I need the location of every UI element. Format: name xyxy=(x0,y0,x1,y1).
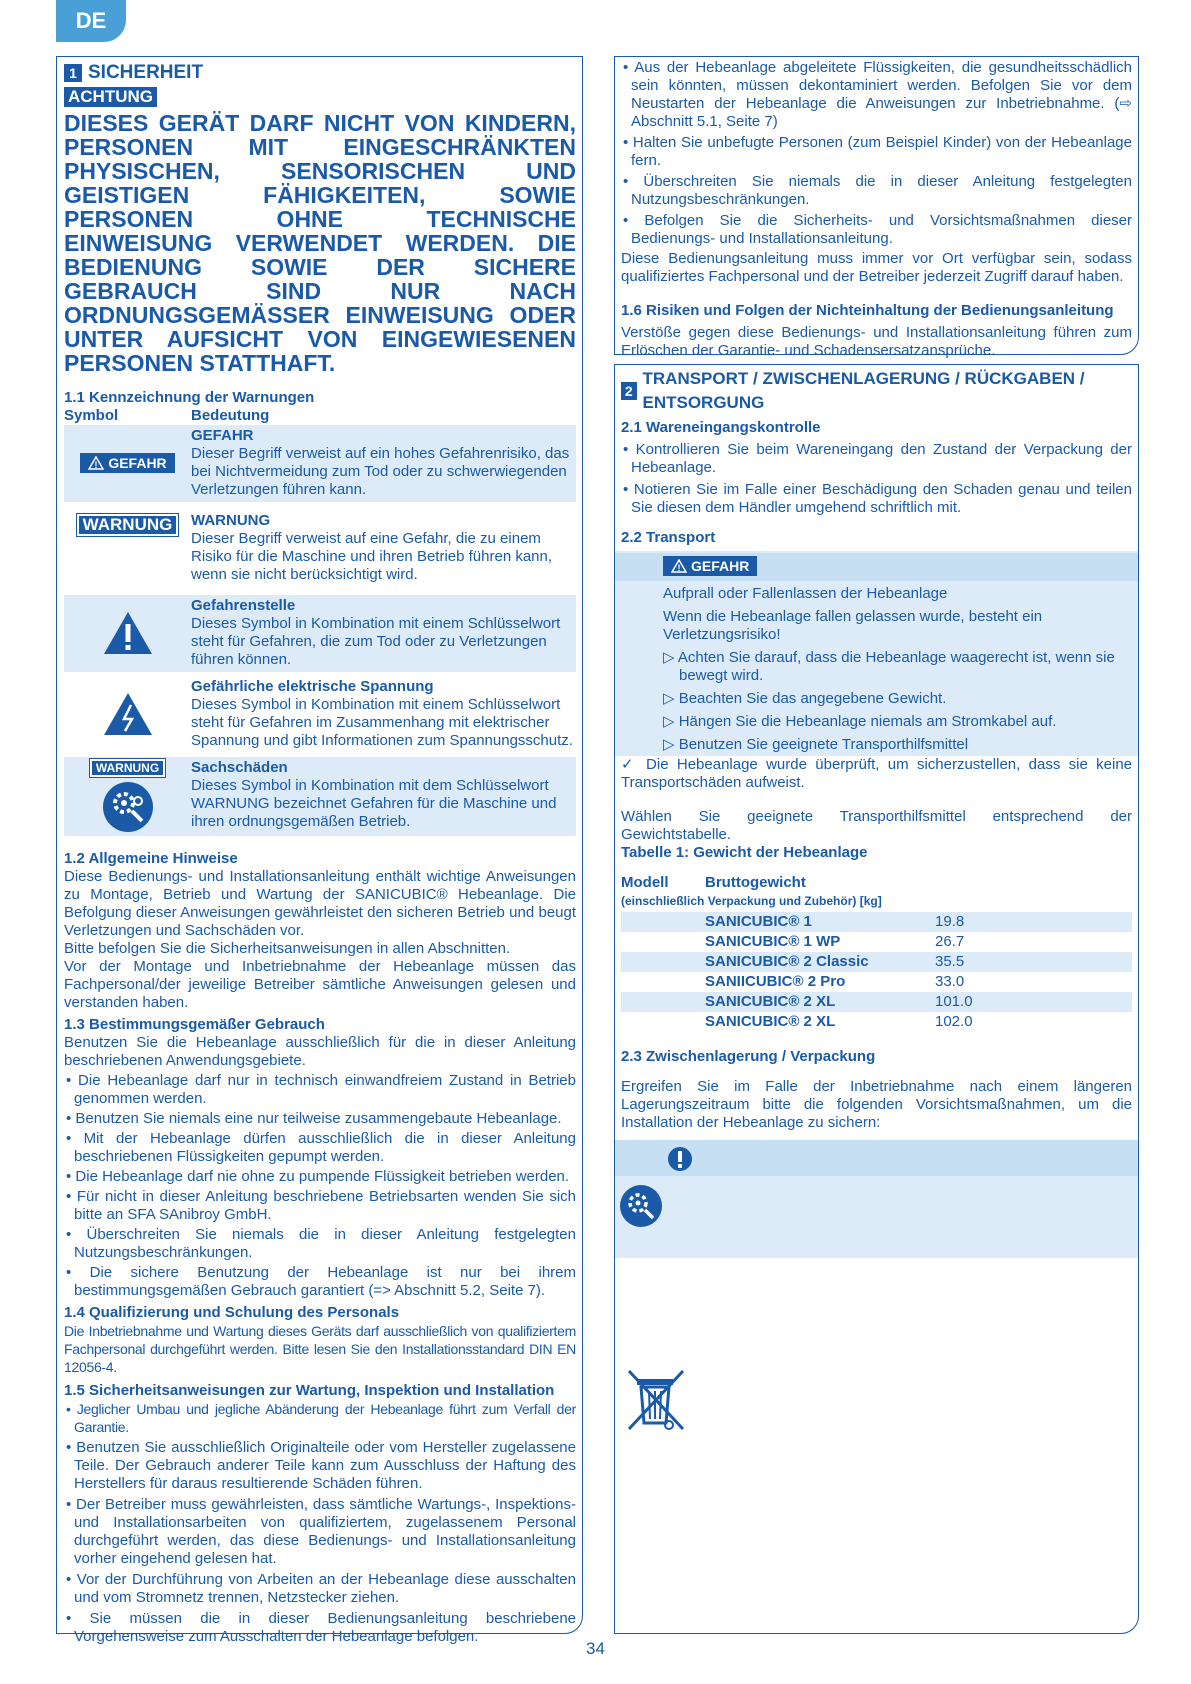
warning-triangle-icon xyxy=(88,456,104,470)
paragraph: Diese Bedienungsanleitung muss immer vor Ort verfügbar sein, sodass qualifiziertes Fachpersonal und der Betreiber jederzeit Zugriff darauf haben. xyxy=(621,250,1132,285)
symbol-row-gefahr: ! GEFAHR GEFAHR Dieser Begriff verweist auf ein hohes Gefahrenrisiko, das bei Nichtvermeidung zum Tod oder zu schwerwiegenden Verletzungen führen kann. xyxy=(64,425,576,502)
left-column xyxy=(56,56,583,1645)
s16-title: 1.6 Risiken und Folgen der Nichteinhaltung der Bedienungsanleitung xyxy=(621,302,1114,319)
symbol-table-header: Symbol Bedeutung xyxy=(64,407,270,424)
table-row xyxy=(621,972,1132,992)
s13-title: 1.3 Bestimmungsgemäßer Gebrauch xyxy=(64,1016,325,1033)
gefahr-badge: ! GEFAHR xyxy=(663,556,757,576)
svg-text:!: ! xyxy=(94,460,98,470)
warnung-small-badge: WARNUNG xyxy=(90,759,165,777)
info-exclamation-icon xyxy=(667,1146,693,1172)
model-cell: SANICUBIC® 1 xyxy=(705,912,935,932)
s22-title: 2.2 Transport xyxy=(621,529,716,546)
symbol-row-warnung: WARNUNG WARNUNG Dieser Begriff verweist auf eine Gefahr, die zu einem Risiko für die Maschine und ihren Betrieb führen kann, wenn sie nicht berücksichtigt wird. xyxy=(64,510,576,587)
s16-paragraph: Verstöße gegen diese Bedienungs- und Installationsanleitung führen zum Erlöschen der Garantie- und Schadensersatzansprüche. xyxy=(621,324,1132,359)
list-item: • Für nicht in dieser Anleitung beschriebene Betriebsarten wenden Sie sich bitte an SFA SAnibroy GmbH. xyxy=(66,1188,576,1223)
s14-paragraph: Die Inbetriebnahme und Wartung dieses Geräts darf ausschließlich von qualifiziertem Fachpersonal durchgeführt werden. Bitte lesen Sie den Installationsstandard DIN EN 12056-4. xyxy=(64,1323,576,1375)
danger-text: Wenn die Hebeanlage fallen gelassen wurde, besteht ein Verletzungsrisiko! xyxy=(663,608,1043,643)
s13-paragraph: Benutzen Sie die Hebeanlage ausschließlich für die in dieser Anleitung beschriebenen Anwendungsgebiete. xyxy=(64,1034,576,1069)
table-row xyxy=(621,912,1132,932)
table-row xyxy=(621,992,1132,1012)
list-item: • Die Hebeanlage darf nie ohne zu pumpende Flüssigkeit betrieben werden. xyxy=(66,1168,570,1185)
s12-paragraph: Bitte befolgen Sie die Sicherheitsanweisungen in allen Abschnitten. xyxy=(64,940,511,957)
paragraph: Wählen Sie geeignete Transporthilfsmittel entsprechend der Gewichtstabelle. xyxy=(621,808,1132,843)
list-item: • Benutzen Sie ausschließlich Originalteile oder vom Hersteller zugelassene Teile. Der Gebrauch anderer Teile kann zum Ausschluss der Haftung des Herstellers für daraus resultierende Schäden führen. xyxy=(66,1439,576,1492)
symbol-row-gefahrenstelle: Gefahrenstelle Dieses Symbol in Kombination mit einem Schlüsselwort steht für Gefahren, die zum Tod oder zu Verletzungen führen können. xyxy=(64,595,576,672)
list-item: • Sie müssen die in dieser Bedienungsanleitung beschriebene Vorgehensweise zum Ausschalten der Hebeanlage befolgen. xyxy=(66,1610,576,1645)
weight-cell: 35.5 xyxy=(935,952,1132,972)
table-row xyxy=(621,932,1132,952)
list-item: • Aus der Hebeanlage abgeleitete Flüssigkeiten, die gesundheitsschädlich sein könnten, müssen dekontaminiert werden. Befolgen Sie vor dem Neustarten der Hebeanlage die Anweisungen zur Inbetriebnahme. (⇨ Abschnitt 5.1, Seite 7) xyxy=(623,59,1132,130)
achtung-badge: ACHTUNG xyxy=(64,87,157,107)
s15-title: 1.5 Sicherheitsanweisungen zur Wartung, Inspektion und Installation xyxy=(64,1382,555,1399)
danger-item: ▷ Hängen Sie die Hebeanlage niemals am Stromkabel auf. xyxy=(663,713,1057,730)
check-text: ✓ Die Hebeanlage wurde überprüft, um sicherzustellen, dass sie keine Transportschäden aufweist. xyxy=(621,756,1132,791)
s12-paragraph: Vor der Montage und Inbetriebnahme der Hebeanlage müssen das Fachpersonal/der jeweilige Betreiber sämtliche Anweisungen gelesen und verstanden haben. xyxy=(64,958,576,1011)
warning-triangle-icon xyxy=(671,559,687,573)
electric-voltage-icon xyxy=(102,691,154,737)
s12-title: 1.2 Allgemeine Hinweise xyxy=(64,850,238,867)
s23-paragraph: Ergreifen Sie im Falle der Inbetriebnahme nach einem längeren Lagerungszeitraum bitte die folgenden Vorsichtsmaßnahmen, um die Installation der Hebeanlage zu sichern: xyxy=(621,1078,1132,1131)
table-row xyxy=(621,952,1132,972)
warning-text: DIESES GERÄT DARF NICHT VON KINDERN, PERSONEN MIT EINGESCHRÄNKTEN PHYSISCHEN, SENSORISCHEN UND GEISTIGEN FÄHIGKEITEN, SOWIE PERSONEN OHNE TECHNISCHE EINWEISUNG VERWENDET WERDEN. DIE BEDIENUNG SOWIE DER SICHERE GEBRAUCH SIND NUR NACH ORDNUNGSGEMÄSSER EINWEISUNG ODER UNTER AUFSICHT VON EINGEWIESENEN PERSONEN STATTHAFT. xyxy=(64,110,576,376)
list-item: • Benutzen Sie niemals eine nur teilweise zusammengebaute Hebeanlage. xyxy=(66,1110,562,1127)
list-item: • Die Hebeanlage darf nur in technisch einwandfreiem Zustand in Betrieb genommen werden. xyxy=(66,1072,576,1107)
weight-table xyxy=(621,912,1132,1032)
symbol-row-voltage: Gefährliche elektrische Spannung Dieses Symbol in Kombination mit einem Schlüsselwort steht für Gefahren im Zusammenhang mit elektrischer Spannung und gibt Informationen zum Spannungsschutz. xyxy=(64,676,576,753)
section-2-heading: 2 TRANSPORT / ZWISCHENLAGERUNG / RÜCKGABEN / ENTSORGUNG xyxy=(621,367,1132,415)
s23-title: 2.3 Zwischenlagerung / Verpackung xyxy=(621,1048,876,1065)
danger-item: ▷ Beachten Sie das angegebene Gewicht. xyxy=(663,690,947,707)
model-cell: SANIICUBIC® 2 Pro xyxy=(705,973,846,990)
list-item: • Mit der Hebeanlage dürfen ausschließlich die in dieser Anleitung beschriebenen Flüssigkeiten gepumpt werden. xyxy=(66,1130,576,1165)
language-tag: DE xyxy=(56,0,126,42)
table-header: Modell Bruttogewicht xyxy=(621,874,806,891)
list-item: • Überschreiten Sie niemals die in dieser Anleitung festgelegten Nutzungsbeschränkungen. xyxy=(66,1226,576,1261)
right-top-column xyxy=(614,56,1139,359)
list-item: • Die sichere Benutzung der Hebeanlage ist nur bei ihrem bestimmungsgemäßen Gebrauch garantiert (=> Abschnitt 5.2, Seite 7). xyxy=(66,1264,576,1299)
table-row xyxy=(621,1012,1132,1032)
weight-cell: 102.0 xyxy=(935,1013,973,1030)
right-bottom-column xyxy=(614,364,1139,1634)
recycle-bin-crossed-icon xyxy=(623,1365,689,1435)
list-item: • Vor der Durchführung von Arbeiten an der Hebeanlage diese ausschalten und vom Stromnetz trennen, Netzstecker ziehen. xyxy=(66,1571,576,1606)
s21-title: 2.1 Wareneingangskontrolle xyxy=(621,419,821,436)
storage-note-box xyxy=(615,1140,1138,1258)
s12-paragraph: Diese Bedienungs- und Installationsanleitung enthält wichtige Anweisungen zu Montage, Betrieb und Wartung der SANICUBIC® Hebeanlage. Die Befolgung dieser Anweisungen gewährleistet den sicheren Betrieb und beugt Verletzungen und Sachschäden vor. xyxy=(64,868,576,939)
page-number: 34 xyxy=(586,1639,605,1658)
gefahr-badge: ! GEFAHR xyxy=(80,453,174,473)
section-number: 1 xyxy=(64,64,82,82)
weight-cell: 101.0 xyxy=(935,992,1132,1012)
machine-damage-icon xyxy=(102,781,154,833)
weight-cell: 19.8 xyxy=(935,912,1132,932)
weight-cell: 26.7 xyxy=(935,933,965,950)
section-number: 2 xyxy=(621,382,637,400)
list-item: • Kontrollieren Sie beim Wareneingang den Zustand der Verpackung der Hebeanlage. xyxy=(623,441,1132,476)
danger-item: ▷ Benutzen Sie geeignete Transporthilfsmittel xyxy=(663,736,969,753)
hazard-triangle-icon xyxy=(102,610,154,656)
model-cell: SANICUBIC® 2 XL xyxy=(705,992,935,1012)
model-cell: SANICUBIC® 2 XL xyxy=(705,1013,836,1030)
list-item: • Halten Sie unbefugte Personen (zum Beispiel Kinder) von der Hebeanlage fern. xyxy=(623,134,1132,169)
list-item: • Jeglicher Umbau und jegliche Abänderung der Hebeanlage führt zum Verfall der Garantie. xyxy=(66,1401,576,1435)
danger-item: ▷ Achten Sie darauf, dass die Hebeanlage waagerecht ist, wenn sie bewegt wird. xyxy=(663,649,1115,684)
model-cell: SANICUBIC® 1 WP xyxy=(705,933,841,950)
s14-title: 1.4 Qualifizierung und Schulung des Personals xyxy=(64,1304,400,1321)
weight-cell: 33.0 xyxy=(935,973,965,990)
table-subheader: (einschließlich Verpackung und Zubehör) [kg] xyxy=(621,894,882,908)
list-item: • Der Betreiber muss gewährleisten, dass sämtliche Wartungs-, Inspektions- und Installationsarbeiten von qualifiziertem, zugelassenem Personal durchgeführt werden, das diese Bedienungs- und Installationsanleitung vorher eingehend gelesen hat. xyxy=(66,1496,576,1567)
model-cell: SANICUBIC® 2 Classic xyxy=(705,952,935,972)
danger-title: Aufprall oder Fallenlassen der Hebeanlage xyxy=(663,585,948,602)
list-item: • Notieren Sie im Falle einer Beschädigung den Schaden genau und teilen Sie diesen dem Händler umgehend schriftlich mit. xyxy=(623,481,1132,516)
symbol-row-sachschaden: WARNUNG Sachschäden Dieses Symbol in Kombination mit dem Schlüsselwort WARNUNG bezeichnet Gefahren für die Maschine und ihren ordnungsgemäßen Betrieb. xyxy=(64,757,576,836)
danger-box xyxy=(615,551,1138,756)
s11-title: 1.1 Kennzeichnung der Warnungen xyxy=(64,389,315,406)
table-title: Tabelle 1: Gewicht der Hebeanlage xyxy=(621,844,868,861)
list-item: • Befolgen Sie die Sicherheits- und Vorsichtsmaßnahmen dieser Bedienungs- und Installationsanleitung. xyxy=(623,212,1132,247)
svg-text:!: ! xyxy=(677,563,681,573)
machine-damage-icon xyxy=(619,1184,663,1228)
section-1-heading: 1 SICHERHEIT xyxy=(64,61,576,85)
warnung-badge: WARNUNG xyxy=(77,514,179,536)
list-item: • Überschreiten Sie niemals die in dieser Anleitung festgelegten Nutzungsbeschränkungen. xyxy=(623,173,1132,208)
